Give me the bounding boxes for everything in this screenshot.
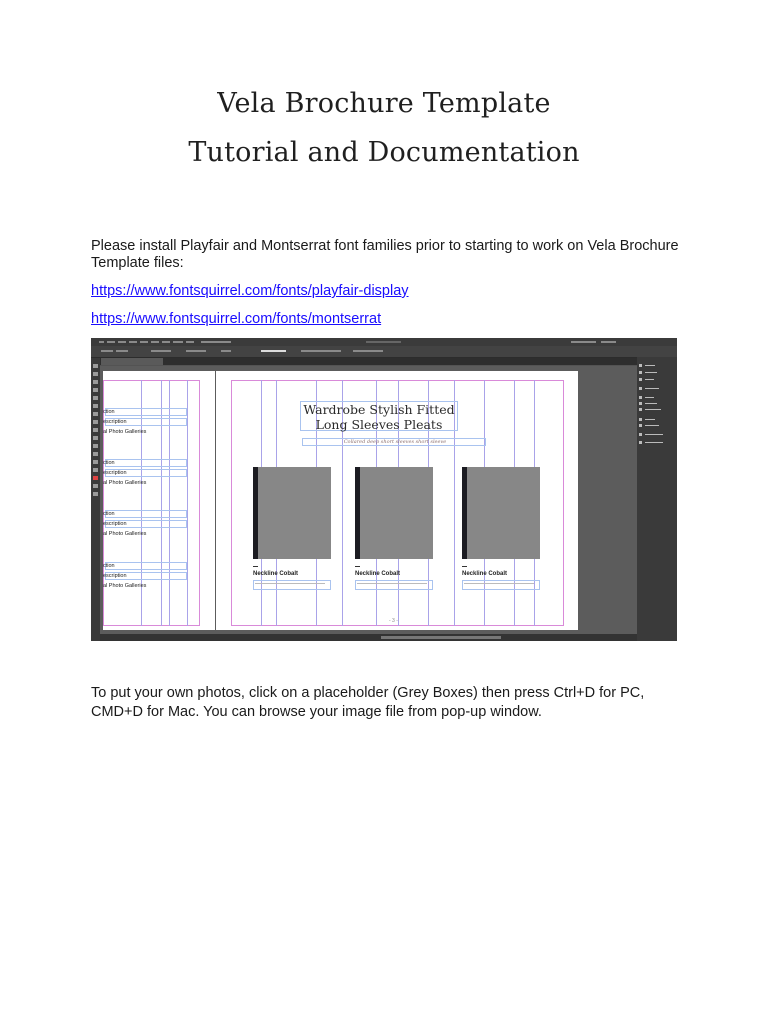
font-install-instructions: Please install Playfair and Montserrat font families prior to starting to work on Vela Brochure Template files: (91, 238, 679, 271)
document-tab-bar (91, 358, 637, 365)
right-page[interactable] (216, 371, 578, 630)
left-page-label: al Photo Galleries (103, 583, 147, 589)
product-caption: Neckline Cobalt (462, 571, 508, 577)
image-placeholder[interactable] (253, 467, 331, 559)
panels-dock (637, 357, 677, 641)
left-page-label: al Photo Galleries (103, 531, 147, 537)
image-placeholder[interactable] (462, 467, 540, 559)
page-number: - 3 - (389, 618, 398, 624)
status-bar (100, 634, 637, 641)
left-page-label: al Photo Galleries (103, 480, 147, 486)
left-page-label: escription (103, 419, 127, 425)
left-page-label: escription (103, 573, 127, 579)
indesign-screenshot (91, 338, 677, 641)
document-tab[interactable] (101, 358, 163, 365)
image-placeholder[interactable] (355, 467, 433, 559)
tools-panel (91, 358, 100, 641)
product-subtitle: Collared deep short sleeves short sleeve (343, 439, 447, 445)
playfair-font-link[interactable]: https://www.fontsquirrel.com/fonts/playfair-display (91, 283, 409, 299)
product-title-line-1: Wardrobe Stylish Fitted (303, 402, 455, 417)
product-title-line-2: Long Sleeves Pleats (315, 417, 443, 432)
left-page-label: al Photo Galleries (103, 429, 147, 435)
left-page-label: ction (103, 511, 115, 517)
document-title-line-1: Vela Brochure Template (217, 88, 551, 119)
horizontal-scrollbar[interactable] (381, 636, 501, 639)
control-bar (91, 346, 677, 358)
left-page-label: escription (103, 470, 127, 476)
left-page-label: ction (103, 460, 115, 466)
left-page[interactable] (103, 371, 215, 630)
app-menu-bar (91, 338, 677, 346)
left-page-label: ction (103, 409, 115, 415)
left-page-label: escription (103, 521, 127, 527)
product-caption: Neckline Cobalt (355, 571, 401, 577)
photo-placeholder-instructions: To put your own photos, click on a placeholder (Grey Boxes) then press Ctrl+D for PC, CMD+D for Mac. You can browse your image file from pop-up window. (91, 685, 645, 720)
montserrat-font-link[interactable]: https://www.fontsquirrel.com/fonts/montserrat (91, 311, 382, 327)
document-title-line-2: Tutorial and Documentation (188, 137, 580, 168)
product-caption: Neckline Cobalt (253, 571, 299, 577)
left-page-label: ction (103, 563, 115, 569)
